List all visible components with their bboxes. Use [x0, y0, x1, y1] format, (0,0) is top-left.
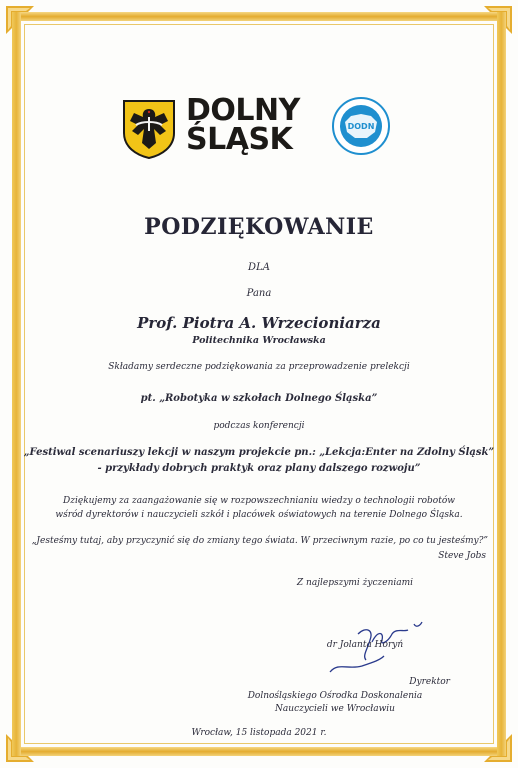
recipient-name: Prof. Piotra A. Wrzecioniarza: [137, 314, 381, 332]
closing-text: Z najlepszymi życzeniami: [296, 578, 414, 588]
signer-role: Dyrektor: [409, 677, 450, 687]
signer-org-line-2: Nauczycieli we Wrocławiu: [275, 704, 395, 714]
coat-of-arms-eagle-icon: [122, 99, 176, 159]
corner-ornament-icon: [4, 4, 38, 38]
frame-bottom-border: [12, 747, 506, 756]
quote-author: Steve Jobs: [438, 551, 486, 561]
recipient-affiliation: Politechnika Wrocławska: [192, 335, 326, 346]
lecture-title: pt. „Robotyka w szkołach Dolnego Śląska”: [140, 393, 378, 404]
thanks-text: Składamy serdeczne podziękowania za przeprowadzenie prelekcji: [108, 362, 410, 372]
signer-name: dr Jolanta Horyń: [326, 640, 404, 650]
dodn-badge-logo: [331, 96, 391, 156]
gratitude-text-line-2: wśród dyrektorów i nauczycieli szkół i placówek oświatowych na terenie Dolnego Śląska.: [55, 510, 463, 520]
frame-left-border: [12, 12, 21, 756]
for-label: DLA: [248, 262, 270, 273]
place-date: Wrocław, 15 listopada 2021 r.: [191, 728, 327, 738]
conference-title-line-1: „Festiwal scenariuszy lekcji w naszym projekcie pn.: „Lekcja:Enter na Zdolny Śląsk”: [23, 447, 495, 458]
conference-title-line-2: - przykłady dobrych praktyk oraz plany dalszego rozwoju”: [97, 463, 421, 474]
signer-org-line-1: Dolnośląskiego Ośrodka Doskonalenia: [247, 691, 423, 701]
logo-line-2: ŚLĄSK: [186, 122, 293, 157]
certificate-title: PODZIĘKOWANIE: [144, 214, 374, 240]
during-label: podczas konferencji: [213, 421, 305, 431]
quote-text: „Jesteśmy tutaj, aby przyczynić się do zmiany tego świata. W przeciwnym razie, po co tu jesteśmy?”: [31, 536, 488, 546]
dodn-badge-label: DODN: [347, 122, 375, 131]
gratitude-text-line-1: Dziękujemy za zaangażowanie się w rozpowszechnianiu wiedzy o technologii robotów: [63, 496, 455, 506]
frame-top-border: [12, 12, 506, 21]
logo-line-1: DOLNY: [186, 93, 300, 128]
frame-right-border: [497, 12, 506, 756]
dolny-slask-logo: [186, 93, 316, 157]
salutation: Pana: [246, 288, 272, 299]
corner-ornament-icon: [480, 4, 514, 38]
